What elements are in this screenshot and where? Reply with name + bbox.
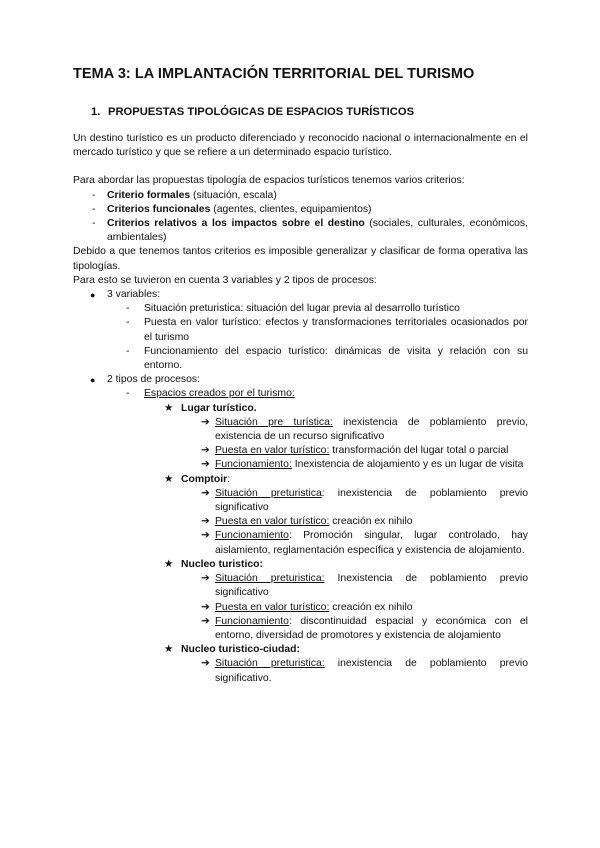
type-name: Comptoir <box>181 473 228 485</box>
detail-label: Funcionamiento <box>215 530 289 542</box>
document-body <box>73 132 528 686</box>
variable-text: Puesta en valor turístico: efectos y transformaciones territoriales ocasionados por el turismo <box>144 317 528 343</box>
detail-text: inexistencia de poblamiento previo, existencia de un recurso significativo <box>215 416 528 443</box>
arrow-icon: ➔ <box>201 530 210 542</box>
detail-label: Situación pre turística: <box>215 416 333 428</box>
dash-marker: - <box>92 218 96 230</box>
type-detail <box>73 572 528 600</box>
detail-text: inexistencia de poblamiento previo significativo. <box>215 658 528 684</box>
star-icon: ★ <box>164 473 174 485</box>
processes-bullet <box>73 373 528 387</box>
detail-text: Inexistencia de poblamiento previo significativo <box>215 573 528 599</box>
arrow-icon: ➔ <box>201 601 210 613</box>
detail-label: Situación preturistica <box>215 487 322 499</box>
detail-text: : discontinuidad espacial y económica con el entorno, diversidad de promotores y existencia de alojamiento <box>215 615 528 641</box>
criteria-text: (agentes, clientes, equipamientos) <box>210 203 372 215</box>
arrow-icon: ➔ <box>201 416 210 428</box>
star-icon: ★ <box>164 402 174 414</box>
arrow-icon: ➔ <box>201 487 210 499</box>
process-intro: Para esto se tuvieron en cuenta 3 variables y 2 tipos de procesos: <box>73 274 377 286</box>
dash-marker: - <box>126 303 130 315</box>
detail-label: Situación preturistica: <box>215 658 325 670</box>
type-detail <box>73 515 528 529</box>
criteria-item <box>73 217 528 245</box>
variable-text: Funcionamiento del espacio turístico: dinámicas de visita y relación con su entorno. <box>144 345 528 372</box>
type-detail <box>73 487 528 515</box>
processes-sublabel: Espacios creados por el turismo: <box>144 388 295 400</box>
arrow-icon: ➔ <box>201 615 210 627</box>
type-detail <box>73 601 528 615</box>
variable-item <box>73 345 528 373</box>
type-suffix: : <box>227 473 231 485</box>
type-detail <box>73 615 528 643</box>
detail-label: Situación preturistica: <box>215 573 325 585</box>
intro-paragraph: Un destino turístico es un producto diferenciado y reconocido nacional o internacionalmente en el mercado turístico y que se refiere a un determinado espacio turístico. <box>73 133 528 159</box>
type-name: Nucleo turistico-ciudad: <box>181 644 300 656</box>
type-heading <box>73 643 528 657</box>
processes-subitem <box>73 387 528 401</box>
type-name: Lugar turístico. <box>181 402 257 414</box>
processes-label: 2 tipos de procesos: <box>107 374 200 386</box>
criteria-intro: Para abordar las propuestas tipología de espacios turísticos tenemos varios criterios: <box>73 175 465 187</box>
criteria-item <box>73 203 528 217</box>
dash-marker: - <box>126 345 130 357</box>
section-heading <box>91 106 414 118</box>
section-number: 1. <box>91 106 101 118</box>
detail-text: creación ex nihilo <box>329 601 413 613</box>
type-detail <box>73 529 528 557</box>
document-title: TEMA 3: LA IMPLANTACIÓN TERRITORIAL DEL TURISMO <box>73 66 475 82</box>
criteria-text: (sociales, culturales, económicos, ambientales) <box>107 218 528 244</box>
section-title: PROPUESTAS TIPOLÓGICAS DE ESPACIOS TURÍSTICOS <box>108 106 415 118</box>
variable-item <box>73 302 528 316</box>
conclusion-paragraph: Debido a que tenemos tantos criterios es imposible generalizar y clasificar de forma operativa las tipologías. <box>73 246 528 272</box>
detail-text: : Promoción singular, lugar controlado, hay aislamiento, reglamentación específica y existencia de alojamiento. <box>215 530 528 556</box>
arrow-icon: ➔ <box>201 658 210 670</box>
criteria-label: Criterio formales <box>107 189 191 201</box>
detail-label: Funcionamiento: <box>215 459 292 471</box>
criteria-text: (situación, escala) <box>190 189 277 201</box>
variables-label: 3 variables: <box>107 289 161 301</box>
detail-text: creación ex nihilo <box>329 516 413 528</box>
variable-item <box>73 316 528 344</box>
detail-text: : inexistencia de poblamiento previo significativo <box>215 487 528 514</box>
type-detail <box>73 458 528 472</box>
detail-text: Inexistencia de alojamiento y es un lugar de visita <box>291 459 524 471</box>
arrow-icon: ➔ <box>201 459 210 471</box>
variable-text: Situación preturistica: situación del lugar previa al desarrollo turístico <box>144 303 460 315</box>
arrow-icon: ➔ <box>201 445 210 457</box>
star-icon: ★ <box>164 644 174 656</box>
type-heading <box>73 558 528 572</box>
dash-marker: - <box>126 388 130 400</box>
type-heading <box>73 473 528 487</box>
type-name: Nucleo turistico: <box>181 558 263 570</box>
detail-label: Puesta en valor turístico: <box>215 516 330 528</box>
type-detail <box>73 416 528 444</box>
type-detail <box>73 444 528 458</box>
detail-label: Funcionamiento <box>215 615 289 627</box>
criteria-label: Criterios funcionales <box>107 203 211 215</box>
type-detail <box>73 657 528 685</box>
arrow-icon: ➔ <box>201 516 210 528</box>
arrow-icon: ➔ <box>201 573 210 585</box>
bullet-icon: ● <box>90 375 96 386</box>
star-icon: ★ <box>164 558 174 570</box>
type-heading <box>73 402 528 416</box>
detail-label: Puesta en valor turístico: <box>215 601 330 613</box>
detail-text: transformación del lugar total o parcial <box>329 445 509 457</box>
bullet-icon: ● <box>90 290 96 301</box>
variables-bullet <box>73 288 528 302</box>
dash-marker: - <box>126 317 130 329</box>
dash-marker: - <box>92 203 96 215</box>
dash-marker: - <box>92 189 96 201</box>
criteria-label: Criterios relativos a los impactos sobre el destino <box>107 218 365 230</box>
criteria-item <box>73 189 528 203</box>
detail-label: Puesta en valor turístico: <box>215 445 330 457</box>
